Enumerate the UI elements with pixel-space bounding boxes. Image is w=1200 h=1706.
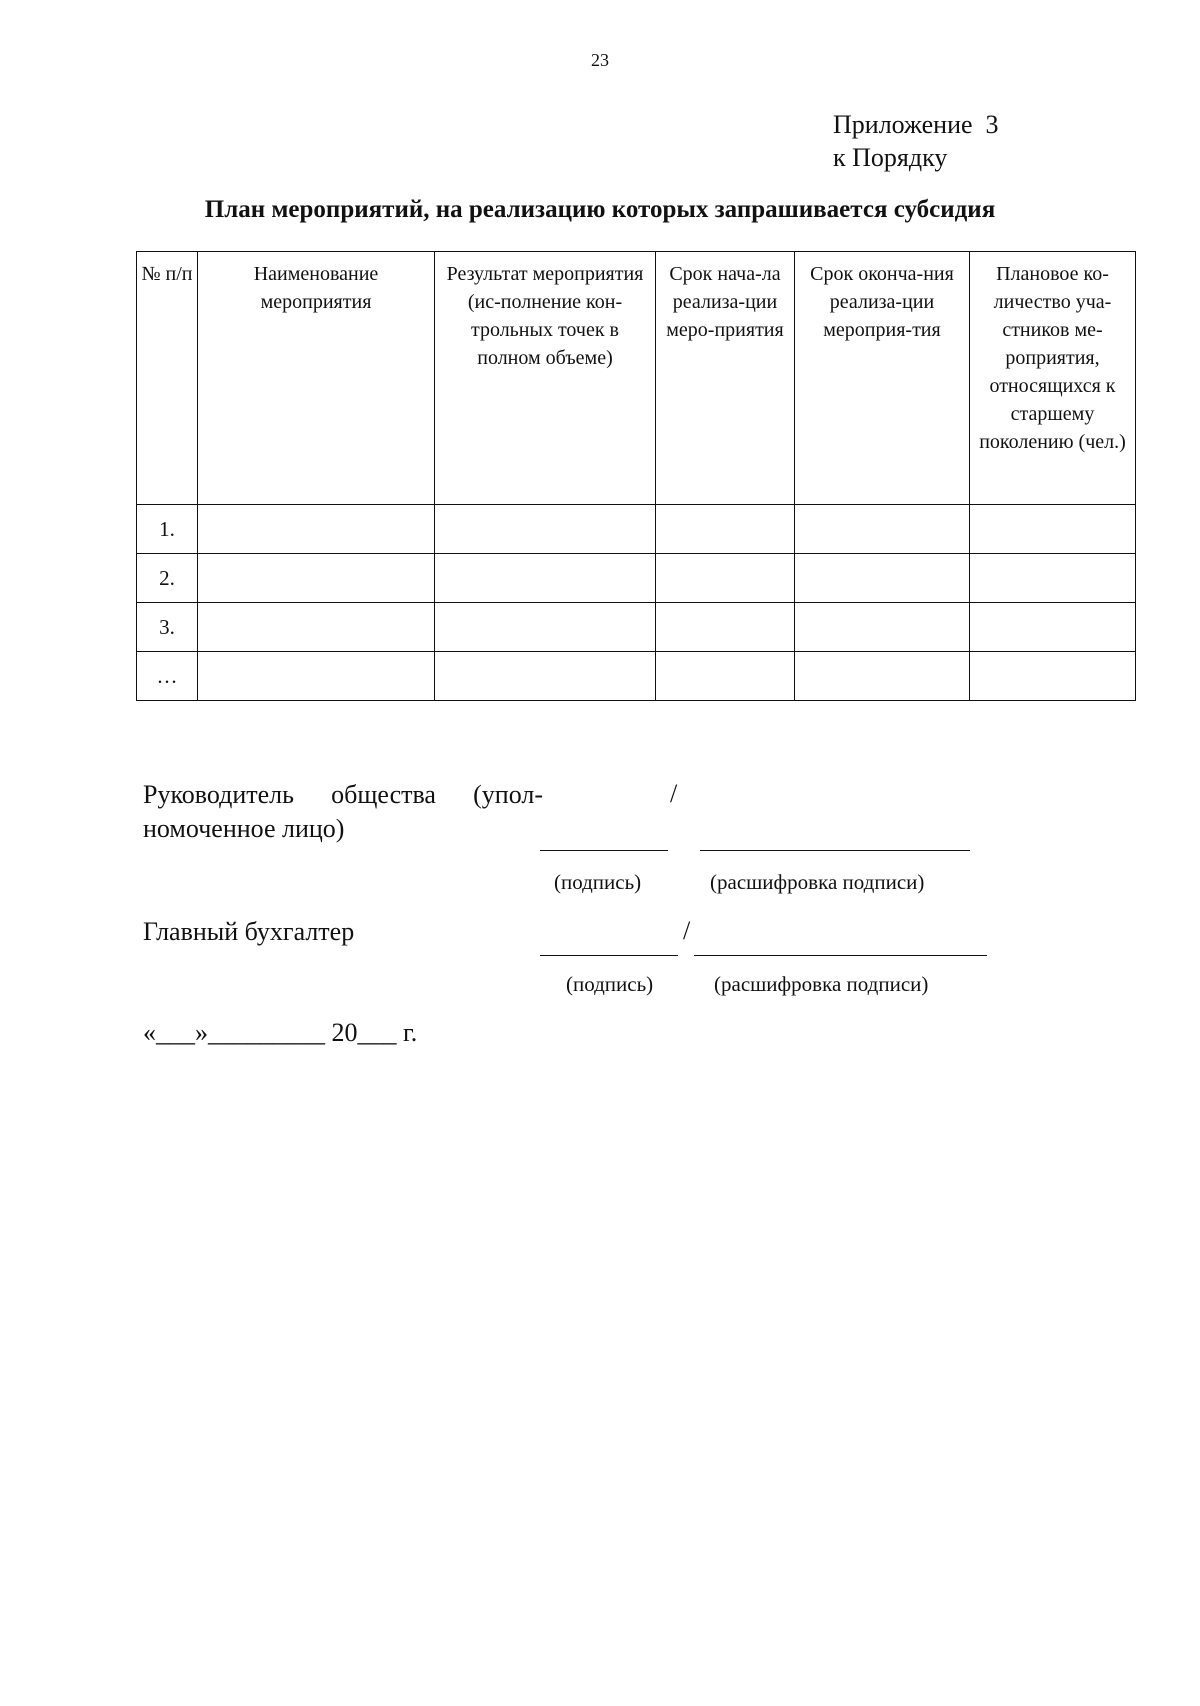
- table-cell: [795, 603, 970, 652]
- head-signature-label: Руководитель общества (упол-номоченное лицо): [143, 780, 543, 843]
- accountant-signature-slash: /: [683, 916, 691, 945]
- table-cell: [656, 505, 795, 554]
- table-row: [137, 554, 1136, 603]
- accountant-decode-line: [694, 955, 987, 956]
- table-cell: [656, 603, 795, 652]
- head-decode-caption: (расшифровка подписи): [710, 870, 925, 894]
- table-cell: [656, 652, 795, 701]
- header-number: № п/п: [137, 252, 198, 505]
- table-cell: [435, 554, 656, 603]
- table-header-row: [137, 252, 1136, 505]
- table-cell: [198, 652, 435, 701]
- table-cell: [435, 505, 656, 554]
- accountant-signature-line: [540, 955, 678, 956]
- table-cell: [970, 505, 1136, 554]
- plan-table: [136, 251, 1136, 701]
- table-cell: [435, 603, 656, 652]
- header-event-result: Результат мероприятия (ис-полнение кон-трольных точек в полном объеме): [435, 252, 656, 505]
- table-cell: [198, 554, 435, 603]
- table-cell: [970, 652, 1136, 701]
- header-start-date: Срок нача-ла реализа-ции меро-приятия: [656, 252, 795, 505]
- accountant-signature-caption: (подпись): [566, 972, 654, 996]
- row-number: 1.: [137, 505, 198, 554]
- table-cell: [970, 603, 1136, 652]
- table-cell: [198, 505, 435, 554]
- header-end-date: Срок оконча-ния реализа-ции мероприя-тия: [795, 252, 970, 505]
- appendix-line-1: Приложение 3: [833, 110, 999, 139]
- page-number: 23: [591, 50, 609, 70]
- accountant-decode-caption: (расшифровка подписи): [714, 972, 929, 996]
- table-row: [137, 505, 1136, 554]
- table-cell: [656, 554, 795, 603]
- table-cell: [198, 603, 435, 652]
- appendix-note: [833, 108, 999, 174]
- table-cell: [970, 554, 1136, 603]
- table-row: [137, 652, 1136, 701]
- table-row: [137, 603, 1136, 652]
- head-signature-slash: /: [670, 779, 678, 808]
- header-event-name: Наименование мероприятия: [198, 252, 435, 505]
- accountant-signature-label: Главный бухгалтер: [143, 917, 355, 946]
- table-cell: [435, 652, 656, 701]
- document-title: План мероприятий, на реализацию которых запрашивается субсидия: [204, 196, 996, 223]
- head-signature-caption: (подпись): [554, 870, 642, 894]
- appendix-line-2: к Порядку: [833, 143, 948, 172]
- table-cell: [795, 652, 970, 701]
- head-signature-line: [540, 850, 668, 851]
- head-decode-line: [700, 850, 970, 851]
- row-number: …: [137, 652, 198, 701]
- header-participants: Плановое ко-личество уча-стников ме-роприятия, относящихся к старшему поколению (чел.): [970, 252, 1136, 505]
- table-cell: [795, 505, 970, 554]
- date-line: «___»_________ 20___ г.: [143, 1018, 418, 1047]
- row-number: 2.: [137, 554, 198, 603]
- table-cell: [795, 554, 970, 603]
- row-number: 3.: [137, 603, 198, 652]
